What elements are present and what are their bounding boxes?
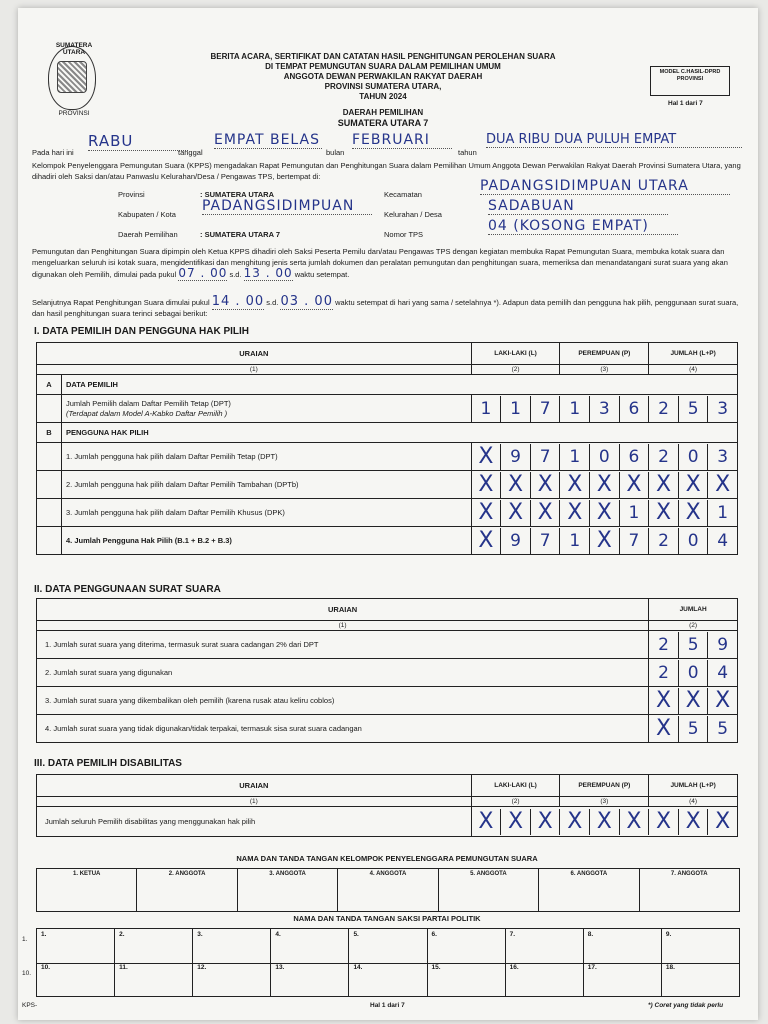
section1-title: I. DATA PEMILIH DAN PENGGUNA HAK PILIH xyxy=(34,326,249,337)
digit-box: 5 xyxy=(678,396,708,422)
digit-box: X xyxy=(500,472,530,498)
s2-row-2-label: 2. Jumlah surat suara yang digunakan xyxy=(37,659,649,687)
tahun-label: tahun xyxy=(458,148,477,157)
digit-box: 5 xyxy=(678,632,708,658)
digit-box: X xyxy=(678,809,708,835)
s1-a-digits xyxy=(471,395,737,423)
logo-caption: PROVINSI xyxy=(58,110,90,117)
digit-box: X xyxy=(648,472,678,498)
section2-title: II. DATA PENGGUNAAN SURAT SUARA xyxy=(34,584,221,595)
digit-box: 7 xyxy=(530,396,560,422)
digit-box: 1 xyxy=(500,396,530,422)
digit-box: 5 xyxy=(707,716,737,742)
signature-cell: 1. xyxy=(41,931,47,938)
signature-cell: 6. ANGGOTA xyxy=(538,869,638,911)
digit-box: X xyxy=(655,687,672,713)
digit-box: 9 xyxy=(707,632,737,658)
s2-col-jumlah: JUMLAH xyxy=(649,599,738,621)
signature-cell: 2. ANGGOTA xyxy=(136,869,236,911)
digit-box: 5 xyxy=(678,716,708,742)
signature-cell: 13. xyxy=(270,962,348,996)
waktu-setempat: waktu setempat. xyxy=(294,270,350,279)
digit-box: X xyxy=(500,500,530,526)
signature-cell: 8. xyxy=(583,929,661,963)
s1-b-row-3-label: 3. Jumlah pengguna hak pilih dalam Daftar Pemilih Khusus (DPK) xyxy=(62,499,472,527)
dapil-field-value: : SUMATERA UTARA 7 xyxy=(200,230,280,239)
digit-box: 2 xyxy=(658,634,669,655)
digit-box: 7 xyxy=(530,528,560,554)
s1-b-title: PENGGUNA HAK PILIH xyxy=(62,423,738,443)
s1-b-row-2-label: 2. Jumlah pengguna hak pilih dalam Daftar Pemilih Tambahan (DPTb) xyxy=(62,471,472,499)
s3-col-lp: JUMLAH (L+P) xyxy=(649,775,738,797)
section1-table xyxy=(36,342,738,555)
digit-box: X xyxy=(707,688,737,714)
digit-box: X xyxy=(559,472,589,498)
digit-box: X xyxy=(655,715,672,741)
digit-box: X xyxy=(530,809,560,835)
kabupaten-value: PADANGSIDIMPUAN xyxy=(202,198,372,215)
s1-b-row-1-digits xyxy=(471,443,737,471)
s1-b-row-1-label: 1. Jumlah pengguna hak pilih dalam Daftar Pemilih Tetap (DPT) xyxy=(62,443,472,471)
s2-row-1-digits xyxy=(649,631,738,659)
signature-cell: 17. xyxy=(583,962,661,996)
digit-box: 2 xyxy=(648,444,678,470)
selanjutnya-text: Selanjutnya Rapat Penghitungan Suara dimulai pukul xyxy=(32,298,210,307)
digit-box: 4 xyxy=(707,660,737,686)
digit-box: 2 xyxy=(658,662,669,683)
digit-box: X xyxy=(478,808,494,834)
s1-num2: (2) xyxy=(471,365,560,375)
s2-row-3-label: 3. Jumlah surat suara yang dikembalikan oleh pemilih (karena rusak atau keliru coblos) xyxy=(37,687,649,715)
signature-cell: 4. xyxy=(270,929,348,963)
sd-2: s.d. xyxy=(266,298,279,307)
provinsi-value: : SUMATERA UTARA xyxy=(200,190,275,199)
digit-box: 2 xyxy=(648,528,678,554)
signature-cell: 4. ANGGOTA xyxy=(337,869,437,911)
s2-num1: (1) xyxy=(37,621,649,631)
section2-table xyxy=(36,598,738,743)
digit-box: X xyxy=(589,472,619,498)
s1-col-uraian: URAIAN xyxy=(37,343,472,365)
dapil-field-label: Daerah Pemilihan xyxy=(118,230,178,239)
s1-col-lp: JUMLAH (L+P) xyxy=(649,343,738,365)
s3-num3: (3) xyxy=(560,797,649,807)
digit-box: 7 xyxy=(530,444,560,470)
pada-hari-ini-label: Pada hari ini xyxy=(32,148,74,157)
signature-cell: 6. xyxy=(427,929,505,963)
header-line-5: TAHUN 2024 xyxy=(359,92,407,101)
bulan-value: FEBRUARI xyxy=(352,132,452,149)
header-line-1: BERITA ACARA, SERTIFIKAT DAN CATATAN HASIL PENGHITUNGAN PEROLEHAN SUARA xyxy=(210,52,556,61)
footer-left: KPS- xyxy=(22,1002,38,1009)
paragraph-selanjutnya xyxy=(32,296,744,319)
saksi-row-1 xyxy=(36,928,740,964)
dapil-label: DAERAH PEMILIHAN xyxy=(342,108,424,117)
header-line-2: DI TEMPAT PEMUNGUTAN SUARA DALAM PEMILIHAN UMUM xyxy=(265,62,501,71)
digit-box: 0 xyxy=(678,528,708,554)
digit-box: 4 xyxy=(707,528,737,554)
dapil-name: SUMATERA UTARA 7 xyxy=(337,118,429,128)
s3-col-l: LAKI-LAKI (L) xyxy=(471,775,560,797)
intro-paragraph: Kelompok Penyelenggara Pemungutan Suara (KPPS) mengadakan Rapat Pemungutan dan Penghitungan Suara dalam Pemilihan Umum Anggota Dewan Perwakilan Rakyat Daerah Provinsi Sumatera Utara, yang dihadiri oleh Saksi dan/atau Panwaslu Kelurahan/Desa / Pengawas TPS, bertempat di: xyxy=(32,161,741,181)
footer-page: Hal 1 dari 7 xyxy=(370,1002,405,1009)
s2-row-3-digits xyxy=(649,687,738,715)
s3-col-p: PEREMPUAN (P) xyxy=(560,775,649,797)
digit-box: 1 xyxy=(559,396,589,422)
s1-a-title: DATA PEMILIH xyxy=(62,375,738,395)
digit-box: X xyxy=(678,472,708,498)
saksi-left-1: 1. xyxy=(22,936,28,943)
signature-cell: 9. xyxy=(661,929,739,963)
digit-box: X xyxy=(648,809,678,835)
pemungutan-text: Pemungutan dan Penghitungan Suara dipimpin oleh Ketua KPPS dihadiri oleh Saksi Peserta Pemilu dan/atau Pengawas TPS dengan kegiatan membuka Rapat Pemungutan Suara, membuka kotak suara dan mengeluarkan seluruh isi kotak suara, mengidentifikasi dan menghitung jenis serta jumlah dokumen dan peralatan pemungutan dan penghitungan suara, memeriksa dan menandatangani surat suara yang akan digunakan oleh Pemilih, dimulai pada pukul xyxy=(32,247,728,279)
kecamatan-label: Kecamatan xyxy=(384,190,422,199)
digit-box: X xyxy=(559,809,589,835)
hari-value: RABU xyxy=(88,132,188,151)
count-start: 14 . 00 xyxy=(211,294,265,309)
s1-b-row-4-label: 4. Jumlah Pengguna Hak Pilih (B.1 + B.2 + B.3) xyxy=(62,527,472,555)
logo-text: SUMATERA UTARA xyxy=(55,42,93,56)
digit-box: X xyxy=(530,500,560,526)
signature-cell: 12. xyxy=(192,962,270,996)
s2-row-4-label: 4. Jumlah surat suara yang tidak digunakan/tidak terpakai, termasuk sisa surat suara cadangan xyxy=(37,715,649,743)
model-stamp: MODEL C.HASIL-DPRD PROVINSI xyxy=(650,66,730,96)
digit-box: X xyxy=(619,809,649,835)
s2-row-1-label: 1. Jumlah surat suara yang diterima, termasuk surat suara cadangan 2% dari DPT xyxy=(37,631,649,659)
digit-box: X xyxy=(500,809,530,835)
s1-b-row-3-digits xyxy=(471,499,737,527)
s2-row-2-digits xyxy=(649,659,738,687)
digit-box: X xyxy=(707,472,737,498)
digit-box: 1 xyxy=(619,500,649,526)
digit-box: 9 xyxy=(500,528,530,554)
digit-box: 1 xyxy=(707,500,737,526)
digit-box: 0 xyxy=(678,660,708,686)
signature-cell: 3. xyxy=(192,929,270,963)
signature-cell: 1. KETUA xyxy=(73,871,101,877)
kpps-signature-row xyxy=(36,868,740,912)
digit-box: X xyxy=(559,500,589,526)
digit-box: 0 xyxy=(678,444,708,470)
tanggal-value: EMPAT BELAS xyxy=(214,132,320,148)
digit-box: 1 xyxy=(559,444,589,470)
digit-box: X xyxy=(589,809,619,835)
s3-num1: (1) xyxy=(37,797,472,807)
s1-num1: (1) xyxy=(37,365,472,375)
s2-col-uraian: URAIAN xyxy=(37,599,649,621)
kabupaten-label: Kabupaten / Kota xyxy=(118,210,176,219)
s3-digits xyxy=(471,807,737,837)
count-end: 03 . 00 xyxy=(280,294,333,309)
digit-box: X xyxy=(478,499,494,525)
digit-box: X xyxy=(678,500,708,526)
signature-cell: 2. xyxy=(114,929,192,963)
signature-cell: 3. ANGGOTA xyxy=(237,869,337,911)
digit-box: 6 xyxy=(619,444,649,470)
s1-a-row-note: (Terdapat dalam Model A-Kabko Daftar Pemilih ) xyxy=(66,408,228,418)
footer-note: *) Coret yang tidak perlu xyxy=(648,1002,724,1009)
digit-box: X xyxy=(478,471,494,497)
tps-label: Nomor TPS xyxy=(384,230,424,239)
s1-col-l: LAKI-LAKI (L) xyxy=(471,343,560,365)
s3-num2: (2) xyxy=(471,797,560,807)
s1-b-row-2-digits xyxy=(471,471,737,499)
signature-cell: 7. xyxy=(505,929,583,963)
kelurahan-value: SADABUAN xyxy=(488,198,668,215)
s1-num4: (4) xyxy=(649,365,738,375)
logo-emblem-icon xyxy=(57,61,87,93)
saksi-row-2 xyxy=(36,962,740,997)
paragraph-pemungutan xyxy=(32,246,744,280)
form-sheet xyxy=(18,8,758,1020)
tanggal-label: tanggal xyxy=(178,148,203,157)
digit-box: 3 xyxy=(707,444,737,470)
digit-box: X xyxy=(707,809,737,835)
signature-cell: 5. ANGGOTA xyxy=(438,869,538,911)
s1-b-row-4-digits xyxy=(471,527,737,555)
digit-box: 6 xyxy=(619,396,649,422)
digit-box: X xyxy=(589,528,619,554)
page-top: Hal 1 dari 7 xyxy=(668,100,703,107)
digit-box: X xyxy=(648,500,678,526)
signature-cell: 16. xyxy=(505,962,583,996)
digit-box: 1 xyxy=(559,528,589,554)
digit-box: X xyxy=(478,527,494,553)
signature-cell: 11. xyxy=(114,962,192,996)
s1-a-row-label: Jumlah Pemilih dalam Daftar Pemilih Tetap (DPT) xyxy=(66,398,231,408)
s1-a-code: A xyxy=(37,375,62,395)
signature-cell: 15. xyxy=(427,962,505,996)
digit-box: 7 xyxy=(619,528,649,554)
sd-1: s.d. xyxy=(229,270,242,279)
s1-col-p: PEREMPUAN (P) xyxy=(560,343,649,365)
kpps-title: NAMA DAN TANDA TANGAN KELOMPOK PENYELENGGARA PEMUNGUTAN SUARA xyxy=(236,854,538,863)
provinsi-label: Provinsi xyxy=(118,190,145,199)
suffix-text: waktu setempat di hari yang sama / setelahnya *). Adapun data pemilih dan pengguna hak pilih, penggunaan surat suara, dan hasil penghitungan suara terinci sebagai berikut: xyxy=(32,298,739,318)
digit-box: X xyxy=(530,472,560,498)
s2-row-4-digits xyxy=(649,715,738,743)
digit-box: 9 xyxy=(500,444,530,470)
tps-value: 04 (KOSONG EMPAT) xyxy=(488,218,678,235)
digit-box: X xyxy=(619,472,649,498)
s3-col-uraian: URAIAN xyxy=(37,775,472,797)
digit-box: 2 xyxy=(648,396,678,422)
section3-table xyxy=(36,774,738,837)
tahun-value: DUA RIBU DUA PULUH EMPAT xyxy=(486,132,742,148)
s2-num2: (2) xyxy=(649,621,738,631)
kelurahan-label: Kelurahan / Desa xyxy=(384,210,442,219)
header-line-4: PROVINSI SUMATERA UTARA, xyxy=(324,82,442,91)
digit-box: 3 xyxy=(589,396,619,422)
saksi-title: NAMA DAN TANDA TANGAN SAKSI PARTAI POLITIK xyxy=(293,914,481,923)
signature-cell: 10. xyxy=(41,964,51,971)
saksi-left-2: 10. xyxy=(22,970,32,977)
digit-box: X xyxy=(478,443,494,469)
end-time: 13 . 00 xyxy=(243,266,293,280)
signature-cell: 18. xyxy=(661,962,739,996)
s1-a-row xyxy=(62,395,472,423)
signature-cell: 7. ANGGOTA xyxy=(639,869,739,911)
s3-row-label: Jumlah seluruh Pemilih disabilitas yang menggunakan hak pilih xyxy=(37,807,472,837)
digit-box: 0 xyxy=(589,444,619,470)
s1-num3: (3) xyxy=(560,365,649,375)
signature-cell: 14. xyxy=(348,962,426,996)
bulan-label: bulan xyxy=(326,148,345,157)
kecamatan-value: PADANGSIDIMPUAN UTARA xyxy=(480,178,730,195)
section3-title: III. DATA PEMILIH DISABILITAS xyxy=(34,758,182,769)
digit-box: X xyxy=(678,688,708,714)
s3-num4: (4) xyxy=(649,797,738,807)
start-time: 07 . 00 xyxy=(178,266,228,280)
s1-b-code: B xyxy=(37,423,62,443)
digit-box: 1 xyxy=(480,398,492,419)
header-line-3: ANGGOTA DEWAN PERWAKILAN RAKYAT DAERAH xyxy=(283,72,483,81)
digit-box: X xyxy=(589,500,619,526)
signature-cell: 5. xyxy=(348,929,426,963)
digit-box: 3 xyxy=(707,396,737,422)
